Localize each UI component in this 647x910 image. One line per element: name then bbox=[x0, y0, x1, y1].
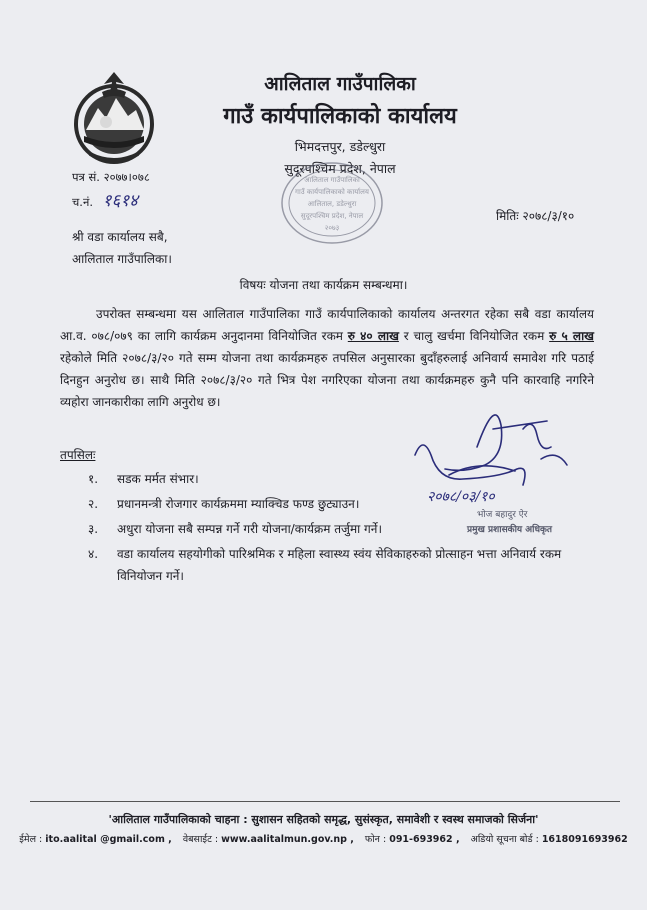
municipality-name: आलिताल गाउँपालिका bbox=[264, 73, 416, 95]
chalani-label: च.नं. bbox=[72, 195, 93, 209]
list-item-text: प्रधानमन्त्री रोजगार कार्यक्रममा म्याक्चिड फण्ड छुट्याउन। bbox=[117, 497, 360, 511]
list-item-text: वडा कार्यालय सहयोगीको पारिश्रमिक र महिला स्वास्थ्य स्वंय सेविकाहरुको प्रोत्साहन भत्ता अनिवार्य रकम विनियोजन गर्ने। bbox=[117, 547, 562, 583]
body-part-1: उपरोक्त सम्बन्धमा यस आलिताल गाउँपालिका गाउँ कार्यपालिकाको कार्यालय अन्तरगत रहेका सबै वडा कार्यालय आ.व. ०७८/०७९ का लागि कार्यक्रम अनुदानमा विनियोजित रकम bbox=[60, 307, 594, 343]
signatory-name: भोज बहादुर ऐर bbox=[477, 510, 528, 520]
addressee-line-2: आलिताल गाउँपालिका। bbox=[72, 252, 172, 266]
amount-program-grant: रु ४० लाख bbox=[347, 329, 399, 343]
list-item bbox=[60, 543, 600, 587]
list-item-number: २. bbox=[88, 497, 99, 511]
signature-date: २०७८/०३/१० bbox=[427, 489, 495, 505]
province-name: सुदूरपश्चिम प्रदेश, नेपाल bbox=[284, 161, 396, 176]
stamp-line-3: आलिताल, डडेल्धुरा bbox=[307, 200, 357, 208]
list-item-number: ४. bbox=[88, 547, 99, 561]
letter-date: मितिः २०७८/३/१० bbox=[496, 209, 575, 223]
chalani-row bbox=[72, 188, 138, 211]
office-address: भिमदत्तपुर, डडेल्धुरा bbox=[294, 139, 386, 154]
email-label: ईमेल : bbox=[19, 834, 43, 845]
stamp-line-1: आलिताल गाउँपालिका bbox=[304, 176, 360, 184]
footer-divider bbox=[30, 801, 620, 802]
footer-contact bbox=[0, 832, 647, 845]
signature-block bbox=[405, 395, 595, 540]
signature-scribble bbox=[445, 415, 502, 470]
stamp-line-5: २०७३ bbox=[324, 224, 340, 232]
amount-current-expense: रु ५ लाख bbox=[549, 329, 594, 343]
stamp-line-2: गाउँ कार्यपालिकाको कार्यालय bbox=[295, 188, 369, 196]
phone-value: 091-693962 , bbox=[389, 834, 460, 845]
body-part-2: र चालु खर्चमा विनियोजित रकम bbox=[398, 329, 550, 343]
notice-board-label: अडियो सूचना बोर्ड : bbox=[470, 834, 539, 845]
footer-motto: 'आलिताल गाउँपालिकाको चाहना : सुशासन सहितको समृद्ध, सुसंस्कृत, समावेशी र स्वस्थ समाजको सिर्जना' bbox=[108, 813, 539, 826]
list-item-number: १. bbox=[88, 472, 99, 486]
list-item-number: ३. bbox=[88, 522, 99, 536]
website-label: वेबसाईट : bbox=[182, 834, 219, 845]
patra-number: पत्र सं. २०७७।०७८ bbox=[72, 170, 150, 184]
body-part-3: रहेकोले मिति २०७८/३/२० गते सम्म योजना तथा कार्यक्रमहरु तपसिल अनुसारका बुदाँहरुलाई अनिवार्य समावेश गरि पठाई दिनहुन अनुरोध छ। साथै मिति २०७८/३/२० गते भित्र पेश नगरिएका योजना तथा कार्यक्रमहरु कुनै पनि कारवाहि नगरिने व्यहोरा जानकारीका लागि अनुरोध छ। bbox=[60, 351, 594, 409]
addressee-line-1: श्री वडा कार्यालय सबै, bbox=[72, 230, 168, 244]
notice-board-value: 1618091693962 bbox=[541, 834, 628, 845]
phone-label: फोन : bbox=[364, 834, 387, 845]
office-stamp bbox=[278, 158, 386, 248]
tapsil-heading: तपसिलः bbox=[60, 448, 96, 462]
list-item-text: सडक मर्मत संभार। bbox=[117, 472, 199, 486]
website-value: www.aalitalmun.gov.np , bbox=[221, 834, 354, 845]
subject-line: विषयः योजना तथा कार्यक्रम सम्बन्धमा। bbox=[239, 278, 408, 292]
nepal-emblem-icon bbox=[68, 68, 160, 168]
list-item-text: अधुरा योजना सबै सम्पन्न गर्ने गरी योजना/कार्यक्रम तर्जुमा गर्ने। bbox=[117, 522, 383, 536]
chalani-number: १६१४ bbox=[102, 191, 139, 211]
office-name: गाउँ कार्यपालिकाको कार्यालय bbox=[223, 104, 457, 129]
signatory-title: प्रमुख प्रशासकीय अधिकृत bbox=[467, 525, 553, 535]
email-value: ito.aalital @gmail.com , bbox=[45, 834, 172, 845]
stamp-line-4: सुदूरपश्चिम प्रदेश, नेपाल bbox=[300, 212, 364, 220]
